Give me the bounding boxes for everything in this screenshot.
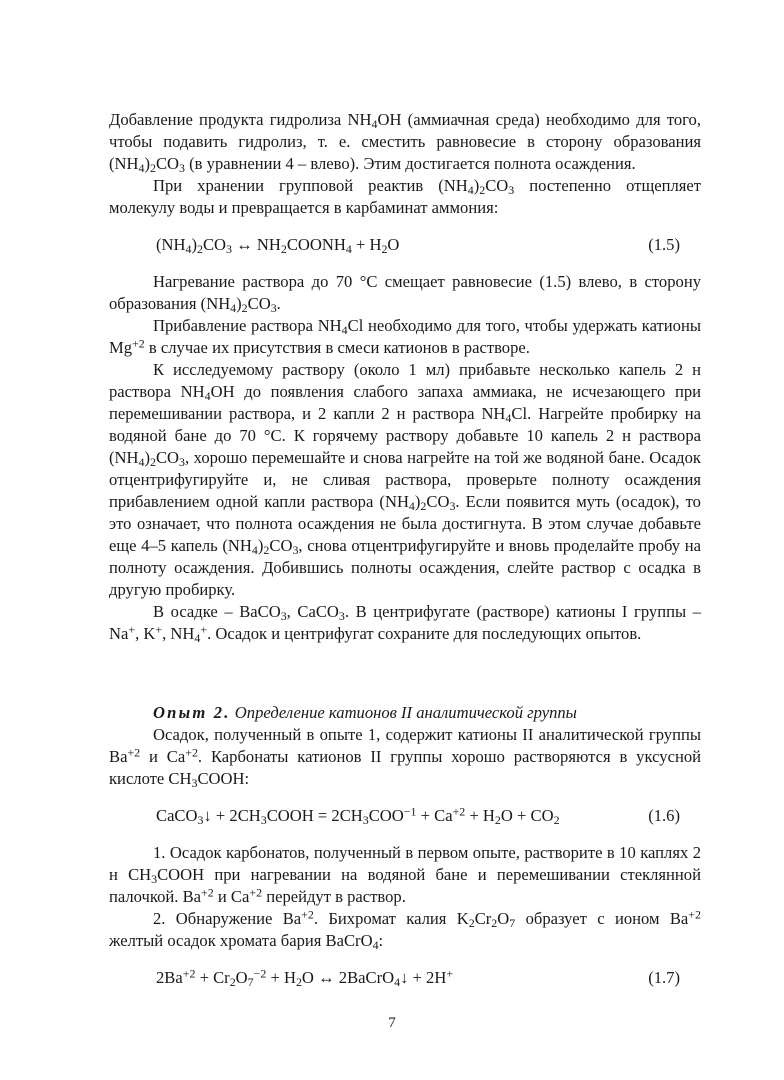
text-block-top bbox=[109, 109, 701, 645]
paragraph-dissolve: 1. Осадок карбонатов, полученный в первом опыте, растворите в 10 каплях 2 н $CH_3COOH$ при нагревании на водяной бане и перемешивании стеклянной палочкой. $Ba^{+2}$ и $Ca^{+2}$ перейдут в раствор. bbox=[109, 843, 701, 906]
equation-number: (1.5) bbox=[648, 235, 680, 254]
page-number: 7 bbox=[388, 1015, 396, 1031]
paragraph-procedure: К исследуемому раствору (около 1 мл) прибавьте несколько капель 2 н раствора $NH_4OH$ до появления слабого запаха аммиака, не исчезающего при перемешивании раствора, и 2 капли 2 н раствора $NH_4Cl$. Нагрейте пробирку на водяной бане до 70 °С. К горячему раствору добавьте 10 капель 2 н раствора $(NH_4)_2CO_3$, хорошо перемешайте и снова нагрейте на той же водяной бане. Осадок отцентрифугируйте и, не сливая раствора, проверьте полноту осаждения прибавлением одной капли раствора $(NH_4)_2CO_3$. Если появится муть (осадок), то это означает, что полнота осаждения не была достигнута. В этом случае добавьте еще 4–5 капель $(NH_4)_2CO_3$, снова отцентрифугируйте и вновь проделайте пробу на полноту осаждения. Добившись полноты осаждения, слейте раствор с осадка в другую пробирку. bbox=[109, 360, 701, 599]
paragraph-heating: Нагревание раствора до 70 °С смещает равновесие (1.5) влево, в сторону образования $(NH_4)_2CO_3$. bbox=[109, 272, 701, 315]
paragraph-barium-detection: 2. Обнаружение $Ba^{+2}$. Бихромат калия $K_2Cr_2O_7$ образует с ионом $Ba^{+2}$ желтый осадок хромата бария BaCrO$_4$: bbox=[109, 907, 701, 952]
equation-1-7: $2Ba^{+2} + Cr_2O_7^{-2} + H_2O$ ↔ 2BaCrO$_4$↓ + 2H+ (1.7) bbox=[156, 966, 680, 989]
paragraph-precipitate: В осадке – BaCO$_3$, CaCO$_3$. В центрифугате (растворе) катионы I группы – Na+, K+, $NH_4^+$. Осадок и центрифугат сохраните для последующих опытов. bbox=[109, 602, 701, 645]
equation-number: (1.6) bbox=[648, 806, 680, 825]
equation-number: (1.7) bbox=[648, 968, 680, 987]
equation-1-5: $(NH_4)_2CO_3$ ↔ $NH_2COONH_4 + H_2O$ (1.5) bbox=[156, 235, 680, 256]
paragraph-group-two: Осадок, полученный в опыте 1, содержит катионы II аналитической группы $Ba^{+2}$ и $Ca^{+2}$. Карбонаты катионов II группы хорошо растворяются в уксусной кислоте $CH_3COOH$: bbox=[109, 725, 701, 790]
paragraph-nh4cl: Прибавление раствора $NH_4Cl$ необходимо для того, чтобы удержать катионы $Mg^{+2}$ в случае их присутствия в смеси катионов в растворе. bbox=[109, 316, 701, 357]
paragraph-storage: При хранении групповой реактив $(NH_4)_2CO_3$ постепенно отщепляет молекулу воды и превращается в карбаминат аммония: bbox=[109, 176, 701, 217]
experiment-heading: Опыт 2. Определение катионов II аналитической группы bbox=[153, 703, 577, 722]
paragraph-ammonia-medium: Добавление продукта гидролиза $NH_4OH$ (аммиачная среда) необходимо для того, чтобы подавить гидролиз, т. е. сместить равновесие в сторону образования $(NH_4)_2CO_3$ (в уравнении 4 – влево). Этим достигается полнота осаждения. bbox=[109, 110, 701, 175]
equation-1-6: CaCO$_3$↓ + $2CH_3COOH = 2CH_3COO^{-1} + Ca^{+2} + H_2O + CO_2$ (1.6) bbox=[156, 804, 680, 827]
text-block-experiment-2 bbox=[109, 702, 701, 989]
